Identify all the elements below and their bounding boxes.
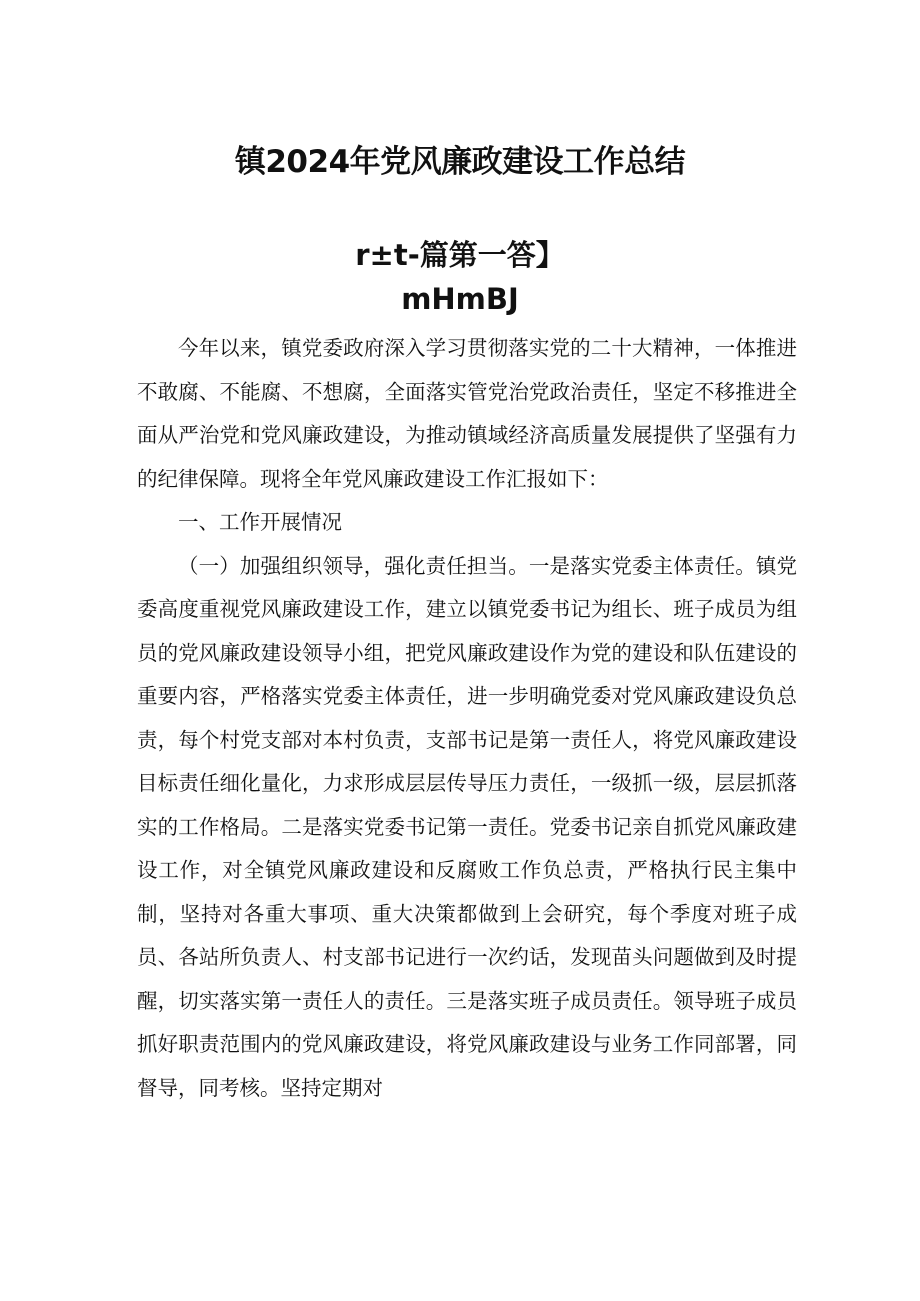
body-paragraph: （一）加强组织领导，强化责任担当。一是落实党委主体责任。镇党委高度重视党风廉政建设工作，建立以镇党委书记为组长、班子成员为组员的党风廉政建设领导小组，把党风廉政建设作为党的建设和队伍建设的重要内容，严格落实党委主体责任，进一步明确党委对党风廉政建设负总责，每个村党支部对本村负责，支部书记是第一责任人，将党风廉政建设目标责任细化量化，力求形成层层传导压力责任，一级抓一级，层层抓落实的工作格局。二是落实党委书记第一责任。党委书记亲自抓党风廉政建设工作，对全镇党风廉政建设和反腐败工作负总责，严格执行民主集中制，坚持对各重大事项、重大决策都做到上会研究，每个季度对班子成员、各站所负责人、村支部书记进行一次约话，发现苗头问题做到及时提醒，切实落实第一责任人的责任。三是落实班子成员责任。领导班子成员抓好职责范围内的党风廉政建设，将党风廉政建设与业务工作同部署，同督导，同考核。坚持定期对 <box>137 553 797 1100</box>
document-body <box>137 327 797 1110</box>
document-subtitle-line2: mHmBJ <box>401 282 519 316</box>
document-title: 镇2024年党风廉政建设工作总结 <box>234 144 686 180</box>
section-heading: 一、工作开展情况 <box>178 510 342 534</box>
intro-paragraph: 今年以来，镇党委政府深入学习贯彻落实党的二十大精神，一体推进不敢腐、不能腐、不想腐，全面落实管党治党政治责任，坚定不移推进全面从严治党和党风廉政建设，为推动镇域经济高质量发展提供了坚强有力的纪律保障。现将全年党风廉政建设工作汇报如下： <box>137 336 797 491</box>
document-subtitle-line1: r±t-篇第一答】 <box>355 238 565 272</box>
